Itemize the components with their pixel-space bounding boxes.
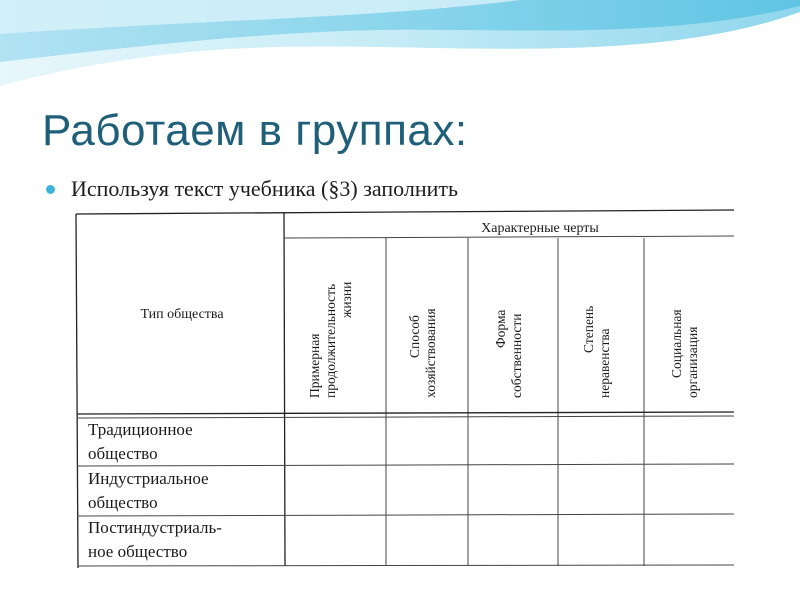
row-header: Тип общества — [140, 307, 224, 322]
column-header-property: Форма собственности — [493, 309, 524, 398]
column-header-social-organization: Социальная организация — [669, 309, 700, 398]
row-traditional: Традиционное общество — [88, 420, 193, 463]
row-industrial: Индустриальное общество — [88, 469, 209, 512]
group-header: Характерные черты — [481, 221, 599, 236]
row-postindustrial: Постиндустриаль- ное общество — [88, 518, 222, 561]
column-header-inequality: Степень неравенства — [581, 305, 612, 398]
table-grid — [76, 210, 734, 568]
slide-title: Работаем в группах: — [42, 106, 468, 155]
column-header-economy: Способ хозяйствования — [407, 308, 438, 398]
column-header-life-expectancy: Примерная продолжительность жизни — [307, 281, 354, 398]
bullet-text: Используя текст учебника (§3) заполнить — [71, 176, 459, 201]
